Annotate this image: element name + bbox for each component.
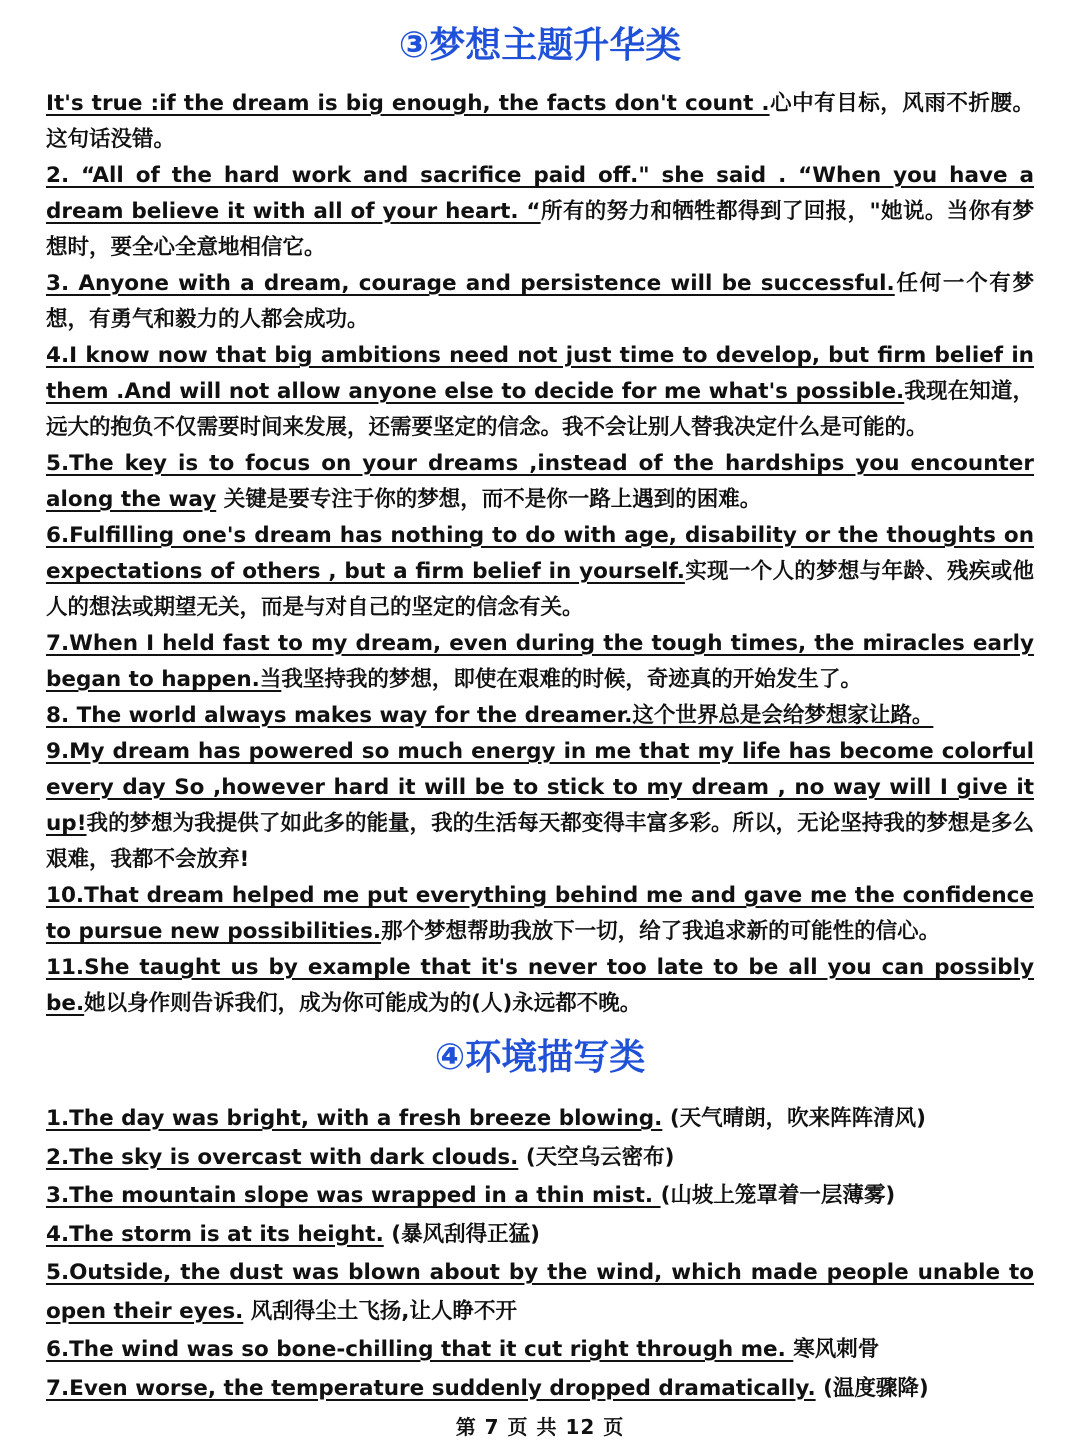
section-title-environment: ④环境描写类	[434, 1037, 646, 1078]
list-item: 4.The storm is at its height. (暴风刮得正猛)	[46, 1221, 540, 1247]
list-item: 6.The wind was so bone-chilling that it cut right through me. 寒风刺骨	[46, 1337, 880, 1362]
list-item: 7.When I held fast to my dream, even during the tough times, the miracles early began to happen.当我坚持我的梦想，即使在艰难的时候，奇迹真的开始发生了。	[46, 631, 1034, 692]
list-item: 9.My dream has powered so much energy in me that my life has become colorful every day So ,however hard it will be to stick to my dream , no way will I give it up!我的梦想为我提供了如此多的能量，我的生活每天都变得丰富多彩。所以，无论坚持我的梦想是多么艰难，我都不会放弃!	[46, 739, 1034, 872]
list-item: 5.The key is to focus on your dreams ,instead of the hardships you encounter along the way 关键是要专注于你的梦想，而不是你一路上遇到的困难。	[46, 451, 1034, 512]
list-item: 2.The sky is overcast with dark clouds. (天空乌云密布)	[46, 1144, 675, 1170]
list-item: 5.Outside, the dust was blown about by the wind, which made people unable to open their eyes. 风刮得尘土飞扬,让人睁不开	[46, 1260, 1034, 1324]
list-item: 3. Anyone with a dream, courage and persistence will be successful.任何一个有梦想，有勇气和毅力的人都会成功。	[46, 271, 1034, 332]
list-item: 4.I know now that big ambitions need not just time to develop, but firm belief in them .And will not allow anyone else to decide for me what's possible.我现在知道，远大的抱负不仅需要时间来发展，还需要坚定的信念。我不会让别人替我决定什么是可能的。	[46, 343, 1034, 440]
list-item: 2. “All of the hard work and sacrifice paid off." she said . “When you have a dream believe it with all of your heart. “所有的努力和牺牲都得到了回报，"她说。当你有梦想时，要全心全意地相信它。	[46, 163, 1034, 260]
list-item: 10.That dream helped me put everything behind me and gave me the confidence to pursue new possibilities.那个梦想帮助我放下一切，给了我追求新的可能性的信心。	[46, 883, 1034, 944]
list-item: It's true :if the dream is big enough, the facts don't count .心中有目标，风雨不折腰。这句话没错。	[46, 91, 1034, 152]
section-title-dream: ③梦想主题升华类	[398, 25, 682, 66]
dream-sentences	[46, 86, 1034, 1022]
list-item: 7.Even worse, the temperature suddenly dropped dramatically. (温度骤降)	[46, 1375, 929, 1401]
list-item: 3.The mountain slope was wrapped in a thin mist. (山坡上笼罩着一层薄雾)	[46, 1183, 896, 1208]
list-item: 11.She taught us by example that it's never too late to be all you can possibly be.她以身作则告诉我们，成为你可能成为的(人)永远都不晚。	[46, 955, 1034, 1016]
list-item: 6.Fulfilling one's dream has nothing to do with age, disability or the thoughts on expectations of others , but a firm belief in yourself.实现一个人的梦想与年龄、残疾或他人的想法或期望无关，而是与对自己的坚定的信念有关。	[46, 523, 1034, 620]
list-item: 1.The day was bright, with a fresh breeze blowing. (天气晴朗，吹来阵阵清风)	[46, 1106, 926, 1131]
page-number: 第 7 页 共 12 页	[455, 1415, 625, 1439]
environment-sentences	[46, 1100, 1034, 1408]
list-item: 8. The world always makes way for the dreamer.这个世界总是会给梦想家让路。	[46, 703, 934, 728]
